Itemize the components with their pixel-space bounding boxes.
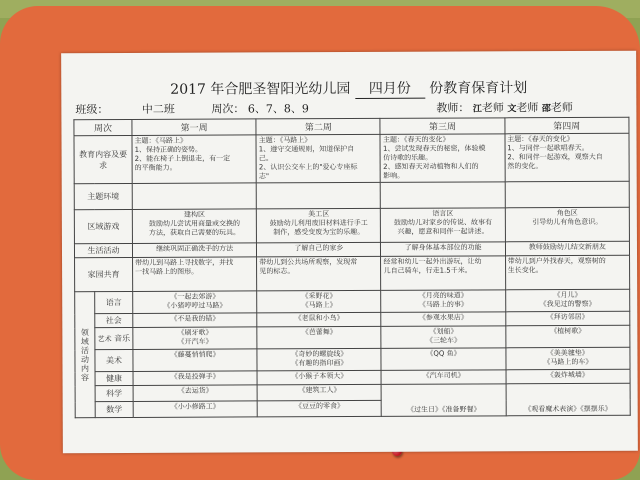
cell-line: 鼓励幼儿对家乡的传说、故事有	[393, 218, 492, 227]
cell	[133, 313, 257, 328]
cell	[257, 384, 381, 401]
title-month: 四月份	[355, 78, 425, 99]
col-header-w2: 第二周	[256, 118, 380, 135]
cell-line: 《刷牙歌》	[177, 328, 213, 337]
cell-line: 一找马路上的图形。	[135, 267, 199, 276]
cell-line: 美工区	[308, 210, 330, 219]
row-language	[75, 289, 630, 313]
cell	[382, 370, 506, 385]
weeks-info: 周次： 6、7、8、9	[211, 102, 309, 116]
cell-line: 2、和同伴一起游戏，观察大自	[507, 152, 603, 162]
cell	[381, 256, 505, 291]
teacher-signature-2: 文	[507, 104, 517, 115]
cell	[505, 255, 629, 290]
document-title	[61, 77, 636, 101]
cell-line: 《我是投弹手》	[170, 372, 220, 381]
cell-line: 主题：《马路上》	[134, 136, 188, 145]
row-label: 健康	[95, 371, 133, 385]
cell-line: 语言区	[432, 209, 454, 218]
cell	[257, 400, 381, 417]
cell	[381, 208, 505, 243]
row-label: 区域游戏	[74, 209, 132, 243]
cell	[506, 325, 630, 348]
row-label: 美术	[95, 349, 133, 371]
cell-line: 《小猴子本领大》	[291, 372, 348, 381]
cell	[257, 312, 381, 327]
row-label: 语言	[95, 291, 133, 313]
cell-line: 《马路上的事》	[418, 300, 468, 309]
cell-line: 《奇妙的螺旋线》	[291, 350, 348, 359]
cell	[256, 134, 380, 183]
row-label: 数学	[95, 401, 133, 417]
cell	[132, 209, 256, 244]
teacher-signature-1: 江	[472, 104, 482, 115]
title-plan: 份教育保育计划	[429, 80, 528, 97]
row-label: 教育内容及要求	[74, 135, 132, 183]
cell-line: 《汽车司机》	[422, 371, 465, 380]
cell-line: 2、能在椅子上倒退走，有一定	[134, 154, 231, 163]
cell-line: 1、保持正确的姿势。	[134, 145, 203, 154]
row-label: 家园共育	[75, 257, 133, 291]
cell-line: 主题：《春天的变化》	[507, 135, 574, 144]
cell	[257, 370, 381, 385]
cell-line: 继续巩固正确洗手的方法	[156, 244, 234, 253]
cell	[132, 135, 256, 184]
cell	[133, 327, 257, 350]
cell-line: 建构区	[183, 210, 205, 219]
cell	[381, 312, 505, 327]
cell-line: 鼓励幼儿尝试用商量或交换的	[148, 219, 241, 228]
cell-line: 《月儿》	[553, 290, 582, 300]
cell	[380, 134, 504, 183]
cell-line: 《去运货》	[177, 386, 213, 395]
cell-line: 的平衡能力。	[134, 163, 177, 172]
cell-line: 2、感知春天对动植物和人们的	[383, 162, 479, 171]
cell	[132, 183, 256, 210]
cell-line: 带幼儿到公共场所观察，发现常	[259, 257, 358, 267]
row-label: 社会	[95, 313, 133, 327]
cell-line: 《参观水果店》	[418, 313, 468, 322]
cell-line: 《一起去郊游》	[170, 292, 220, 301]
cell	[506, 383, 630, 416]
cell	[132, 243, 256, 258]
cell-line: 《小猪哼哼过马路》	[163, 301, 227, 310]
cell-line: 《小小修路工》	[170, 402, 220, 411]
plan-document	[61, 51, 638, 454]
cell-line: 儿自己骑车，行走1.5千米。	[383, 266, 472, 275]
cell-line: 《植树歌》	[550, 326, 586, 336]
cell	[257, 208, 381, 243]
cell	[257, 242, 381, 257]
cell-line: 己。	[258, 154, 273, 163]
cell-line: 《我见过的警察》	[539, 299, 596, 309]
cell	[257, 290, 381, 313]
cell-line: 影响。	[383, 171, 405, 180]
class-value: 中二班	[141, 102, 175, 116]
class-info: 班级： 中二班	[75, 102, 175, 117]
cell-line: 《老鼠和小鸟》	[294, 314, 344, 323]
row-science	[75, 383, 630, 401]
cell-line: 1、遵守交通规则，知道保护自	[258, 144, 355, 154]
teachers-info: 教师： 江老师 文老师 邵老师	[436, 101, 573, 115]
cell	[505, 289, 629, 312]
cell	[381, 326, 505, 349]
cell-line: 经常和幼儿一起外出游玩，让幼	[383, 257, 482, 266]
row-area-games	[74, 207, 629, 243]
cell-line: 《轰炸城墙》	[546, 370, 589, 380]
cell	[133, 385, 257, 402]
cell-line: 方法，获取自己需要的玩具。	[149, 228, 241, 237]
cell	[133, 401, 257, 418]
cell-line: 教师鼓励幼儿结交新朋友	[528, 242, 606, 252]
cell-line: 《建筑工人》	[298, 386, 341, 395]
cell-line: 主题：《春天的变化》	[382, 135, 450, 144]
cell	[505, 241, 629, 256]
col-header-w1: 第一周	[132, 119, 256, 136]
cell-line: 兴趣，愿意和同伴一起讲述。	[397, 227, 489, 236]
cell-line: 带幼儿到户外找春天，观察树的	[507, 256, 606, 266]
cell	[505, 133, 629, 182]
cell	[381, 290, 505, 313]
cell	[505, 311, 629, 326]
cell-line: 《三轮车》	[425, 336, 461, 345]
cell	[257, 348, 381, 371]
cell	[257, 326, 381, 349]
cell-line: 《藤蔓悄悄爬》	[170, 350, 220, 359]
cell-line: 《采野花》	[301, 292, 337, 301]
cell-line: 《有趣的指印画》	[291, 359, 348, 368]
cell-line: 《马路上的车》	[543, 357, 593, 367]
cell	[382, 384, 506, 417]
cell-line: 《豆豆的零食》	[295, 402, 345, 411]
cell-line: 《过生日》《准备野餐》	[407, 405, 481, 414]
cell	[133, 291, 257, 314]
cell-line: 1、与同伴一起歌唱春天。	[507, 143, 589, 153]
cell-line: 志"	[258, 172, 270, 181]
cell	[133, 349, 257, 372]
row-label: 科学	[95, 385, 133, 401]
row-label: 生活活动	[74, 243, 132, 257]
cell-line: 角色区	[556, 209, 578, 218]
cell	[505, 207, 629, 242]
weeks-value: 6、7、8、9	[247, 102, 309, 116]
row-goals	[74, 133, 629, 183]
cell	[505, 181, 629, 208]
cell	[256, 182, 380, 209]
row-fine-art	[75, 347, 630, 371]
row-theme-env	[74, 181, 629, 209]
cell-line: 生长变化。	[507, 266, 543, 275]
cell-line: 《不是我的错》	[170, 314, 220, 323]
cell-line: 《划船》	[429, 327, 458, 336]
col-header-week: 周次	[74, 119, 132, 135]
cell	[506, 347, 630, 370]
cell-line: 《观看魔术表演》《摆摆乐》	[524, 404, 612, 414]
row-label: 主题环境	[74, 183, 132, 209]
row-label: 艺术 音乐	[95, 327, 133, 349]
cell	[257, 256, 381, 291]
plan-table	[73, 117, 630, 418]
cell	[381, 242, 505, 257]
cell-line: 制作，感受变废为宝的乐趣。	[273, 227, 365, 237]
title-school: 2017 年合肥圣智阳光幼儿园	[170, 80, 351, 98]
cell-line: 然的变化。	[507, 162, 543, 171]
cell	[133, 257, 257, 292]
teacher-signature-3: 邵	[541, 104, 551, 115]
cell-line: 《QQ 鱼》	[426, 349, 461, 358]
cell-line: 《拜访邻居》	[546, 312, 589, 322]
cell-line: 鼓励幼儿利用废旧材料进行手工	[269, 218, 368, 228]
col-header-w3: 第三周	[380, 118, 504, 135]
domain-label: 领域活动内容	[75, 292, 96, 418]
art-label: 艺术	[97, 335, 112, 344]
cell-line: 1、尝试发现春天的秘密，体验模	[383, 144, 486, 153]
cell	[506, 369, 630, 384]
cell-line: 了解自己的家乡	[294, 244, 344, 253]
cell-line: 了解身体基本部位的功能	[404, 243, 482, 252]
cell-line: 主题：《马路上》	[258, 136, 312, 145]
row-music	[75, 325, 630, 349]
cell-line: 《美美毽垫》	[546, 348, 589, 358]
cell-line: 《月亮的味道》	[418, 291, 468, 300]
cell-line: 仿诗歌的乐趣。	[383, 153, 433, 162]
cell-line: 《开汽车》	[177, 337, 213, 346]
col-header-w4: 第四周	[505, 117, 629, 134]
cell-line: 带幼儿到马路上寻找数字，并找	[135, 258, 234, 267]
cell-line: 引导幼儿有角色意识。	[532, 217, 603, 227]
cell-line: 2、认识公交车上的"爱心专座标	[258, 162, 358, 172]
cell	[133, 371, 257, 386]
cell	[381, 182, 505, 209]
cell	[381, 348, 505, 371]
cell-line: 《马路上》	[301, 301, 337, 310]
cell-line: 见的标志。	[259, 267, 295, 276]
cell-line: 《芭蕾舞》	[301, 328, 337, 337]
row-home	[75, 255, 630, 291]
